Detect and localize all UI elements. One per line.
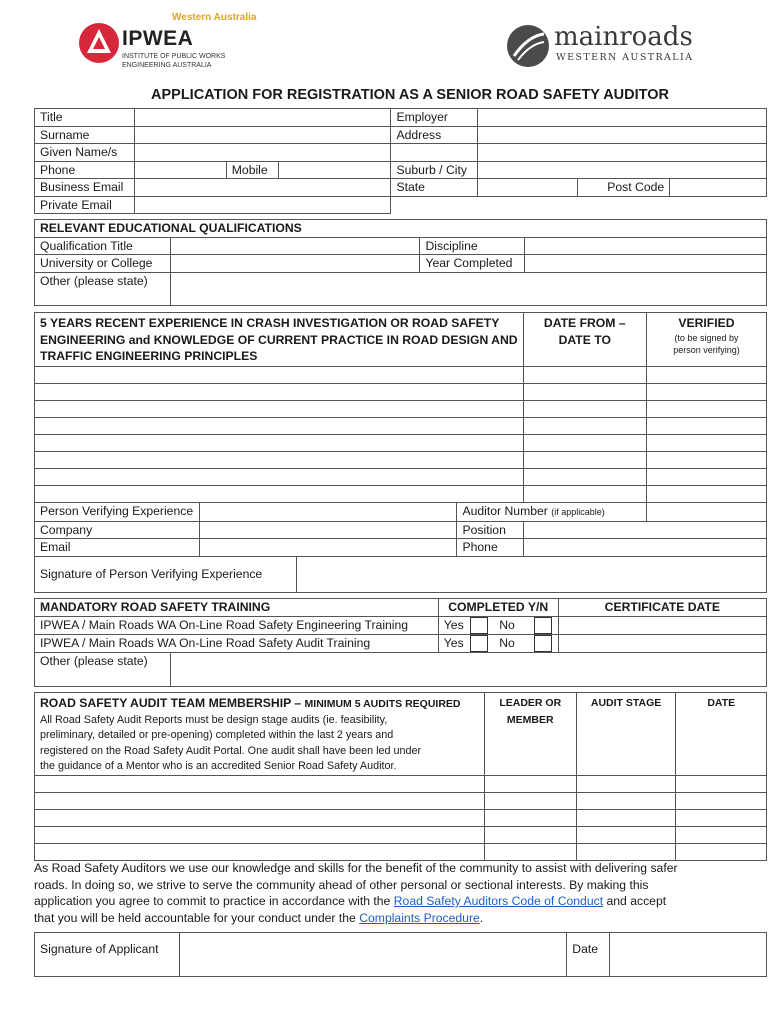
mainroads-name: mainroads xyxy=(554,22,693,52)
experience-date[interactable] xyxy=(523,367,646,384)
audit-role[interactable] xyxy=(484,826,576,843)
declaration-line-3a: application you agree to commit to practice in accordance with the xyxy=(34,894,394,908)
verified-note-1: (to be signed by xyxy=(674,332,739,343)
no-label: No xyxy=(494,634,534,652)
mobile-field[interactable] xyxy=(278,161,391,179)
audit-stage[interactable] xyxy=(576,826,676,843)
label-employer: Employer xyxy=(391,109,478,127)
label-surname: Surname xyxy=(35,126,135,144)
private-email-field[interactable] xyxy=(134,196,391,214)
yes-checkbox[interactable] xyxy=(470,635,488,652)
business-email-field[interactable] xyxy=(134,179,391,197)
experience-verified[interactable] xyxy=(646,452,766,469)
state-field[interactable] xyxy=(478,179,578,197)
audit-role[interactable] xyxy=(484,792,576,809)
label-postcode: Post Code xyxy=(578,179,670,197)
no-checkbox-cell xyxy=(534,616,558,634)
verifier-signature-field[interactable] xyxy=(297,556,767,592)
declaration xyxy=(34,860,767,926)
ipwea-logo xyxy=(78,12,263,74)
audit-stage[interactable] xyxy=(576,775,676,792)
experience-row[interactable] xyxy=(35,469,524,486)
experience-verified[interactable] xyxy=(646,367,766,384)
leader-member-header xyxy=(484,693,576,776)
other-training-field[interactable] xyxy=(170,653,766,687)
no-label: No xyxy=(494,616,534,634)
certificate-date-field[interactable] xyxy=(558,634,766,652)
ipwea-emblem-icon xyxy=(78,22,120,64)
certificate-header: CERTIFICATE DATE xyxy=(558,599,766,617)
declaration-line-4 xyxy=(34,910,767,927)
declaration-line-1: As Road Safety Auditors we use our knowledge and skills for the benefit of the community to assist with delivering safer xyxy=(34,861,678,875)
ipwea-sub2: ENGINEERING AUSTRALIA xyxy=(122,62,212,69)
experience-verified[interactable] xyxy=(646,469,766,486)
label-other-education: Other (please state) xyxy=(35,272,171,305)
experience-heading-line1: 5 YEARS RECENT EXPERIENCE IN CRASH INVESTIGATION OR ROAD SAFETY xyxy=(40,316,500,330)
date-to-label: DATE TO xyxy=(558,332,611,347)
given-names-field[interactable] xyxy=(134,144,391,162)
position-field[interactable] xyxy=(523,521,766,539)
experience-heading-line2: ENGINEERING and KNOWLEDGE OF CURRENT PRACTICE IN ROAD DESIGN AND xyxy=(40,332,518,347)
audit-row[interactable] xyxy=(35,809,485,826)
audit-date-header: DATE xyxy=(676,693,767,776)
label-auditor-number xyxy=(457,503,605,521)
audit-team-minimum: MINIMUM 5 AUDITS REQUIRED xyxy=(304,698,461,710)
audit-row[interactable] xyxy=(35,826,485,843)
label-verifier-phone: Phone xyxy=(457,539,523,557)
suburb-field[interactable] xyxy=(478,161,767,179)
label-other-training: Other (please state) xyxy=(35,653,171,687)
experience-verified[interactable] xyxy=(646,384,766,401)
audit-date[interactable] xyxy=(676,775,767,792)
postcode-field[interactable] xyxy=(670,179,767,197)
employer-field[interactable] xyxy=(478,109,767,127)
code-of-conduct-link[interactable]: Road Safety Auditors Code of Conduct xyxy=(393,894,604,908)
label-qualification: Qualification Title xyxy=(35,237,171,255)
qualification-field[interactable] xyxy=(170,237,420,255)
training-table xyxy=(34,598,767,687)
yes-label: Yes xyxy=(438,634,470,652)
date-from-label: DATE FROM – xyxy=(543,316,626,330)
experience-row[interactable] xyxy=(35,418,524,435)
experience-verified[interactable] xyxy=(646,486,766,503)
audit-row[interactable] xyxy=(35,843,485,860)
yes-label: Yes xyxy=(438,616,470,634)
experience-verified[interactable] xyxy=(646,401,766,418)
audit-role[interactable] xyxy=(484,809,576,826)
yes-checkbox-cell xyxy=(470,634,494,652)
mainroads-emblem-icon xyxy=(506,24,550,68)
experience-date[interactable] xyxy=(523,452,646,469)
declaration-line-3b: and accept xyxy=(603,894,667,908)
training-heading: MANDATORY ROAD SAFETY TRAINING xyxy=(35,599,439,617)
person-verifying-field[interactable] xyxy=(200,503,457,522)
audit-role[interactable] xyxy=(484,843,576,860)
audit-stage[interactable] xyxy=(576,843,676,860)
address-field-2[interactable] xyxy=(478,144,767,162)
label-person-verifying: Person Verifying Experience xyxy=(35,503,200,522)
auditor-number-cell xyxy=(457,503,646,522)
university-field[interactable] xyxy=(170,255,420,273)
label-state: State xyxy=(391,179,478,197)
experience-date[interactable] xyxy=(523,401,646,418)
signature-table xyxy=(34,932,767,977)
auditor-number-field[interactable] xyxy=(646,503,766,522)
date-from-to-header xyxy=(523,313,646,367)
label-university: University or College xyxy=(35,255,171,273)
label-private-email: Private Email xyxy=(35,196,135,214)
verifier-phone-field[interactable] xyxy=(523,539,766,557)
audit-date[interactable] xyxy=(676,792,767,809)
experience-heading-line3: TRAFFIC ENGINEERING PRINCIPLES xyxy=(40,349,258,363)
audit-date[interactable] xyxy=(676,826,767,843)
education-table xyxy=(34,219,767,306)
signature-date-field[interactable] xyxy=(610,933,767,977)
label-mobile: Mobile xyxy=(226,161,278,179)
personal-details-table xyxy=(34,108,767,214)
completed-header: COMPLETED Y/N xyxy=(438,599,558,617)
complaints-procedure-link[interactable]: Complaints Procedure xyxy=(359,910,480,925)
experience-row[interactable] xyxy=(35,367,524,384)
audit-team-body-1: All Road Safety Audit Reports must be design stage audits (ie. feasibility, xyxy=(40,713,388,726)
declaration-line-4a: that you will be held accountable for your conduct under the xyxy=(34,910,360,925)
surname-field[interactable] xyxy=(134,126,391,144)
experience-date[interactable] xyxy=(523,384,646,401)
experience-date[interactable] xyxy=(523,486,646,503)
title-field[interactable] xyxy=(134,109,391,127)
ipwea-region: Western Australia xyxy=(172,12,257,23)
yes-checkbox-cell xyxy=(470,616,494,634)
declaration-line-3 xyxy=(34,893,767,910)
ipwea-name: IPWEA xyxy=(122,27,194,50)
year-field[interactable] xyxy=(525,255,767,273)
verifier-email-field[interactable] xyxy=(200,539,457,557)
label-signature-date: Date xyxy=(567,933,610,977)
auditor-number-text: Auditor Number xyxy=(462,504,548,518)
audit-stage[interactable] xyxy=(576,792,676,809)
experience-row[interactable] xyxy=(35,384,524,401)
auditor-number-note: (if applicable) xyxy=(551,507,605,517)
label-phone: Phone xyxy=(35,161,135,179)
yes-checkbox[interactable] xyxy=(470,617,488,634)
experience-row[interactable] xyxy=(35,435,524,452)
experience-row[interactable] xyxy=(35,401,524,418)
label-verifier-signature: Signature of Person Verifying Experience xyxy=(35,556,297,592)
label-address: Address xyxy=(391,126,478,144)
label-given-names: Given Name/s xyxy=(35,144,135,162)
discipline-field[interactable] xyxy=(525,237,767,255)
audit-team-heading xyxy=(40,695,479,713)
address-cont xyxy=(391,144,478,162)
audit-row[interactable] xyxy=(35,775,485,792)
training-row-1: IPWEA / Main Roads WA On-Line Road Safety Engineering Training xyxy=(35,616,439,634)
address-field[interactable] xyxy=(478,126,767,144)
blank-cell xyxy=(391,196,767,214)
mainroads-sub: WESTERN AUSTRALIA xyxy=(556,52,694,63)
ipwea-sub1: INSTITUTE OF PUBLIC WORKS xyxy=(122,53,226,60)
audit-row[interactable] xyxy=(35,792,485,809)
experience-date[interactable] xyxy=(523,435,646,452)
audit-team-heading-cell xyxy=(35,693,485,776)
experience-verified[interactable] xyxy=(646,435,766,452)
training-row-2: IPWEA / Main Roads WA On-Line Road Safety Audit Training xyxy=(35,634,439,652)
audit-stage[interactable] xyxy=(576,809,676,826)
label-year: Year Completed xyxy=(420,255,525,273)
member-label: MEMBER xyxy=(506,713,554,726)
experience-heading xyxy=(35,313,524,367)
verified-label: VERIFIED xyxy=(678,316,735,330)
audit-team-heading-text: ROAD SAFETY AUDIT TEAM MEMBERSHIP – xyxy=(40,696,302,710)
experience-table xyxy=(34,312,767,593)
no-checkbox[interactable] xyxy=(534,635,552,652)
other-education-field[interactable] xyxy=(170,272,766,305)
label-position: Position xyxy=(457,521,523,539)
mainroads-logo xyxy=(506,22,706,72)
audit-team-body-3: registered on the Road Safety Audit Portal. One audit shall have been led under xyxy=(40,744,422,757)
audit-team-body-2: preliminary, detailed or pre-opening) completed within the last 2 years and xyxy=(40,729,394,741)
experience-row[interactable] xyxy=(35,452,524,469)
label-suburb: Suburb / City xyxy=(391,161,478,179)
label-business-email: Business Email xyxy=(35,179,135,197)
experience-date[interactable] xyxy=(523,418,646,435)
education-heading: RELEVANT EDUCATIONAL QUALIFICATIONS xyxy=(35,220,767,238)
verified-header xyxy=(646,313,766,367)
label-email: Email xyxy=(35,539,200,557)
experience-verified[interactable] xyxy=(646,418,766,435)
audit-role[interactable] xyxy=(484,775,576,792)
company-field[interactable] xyxy=(200,521,457,539)
certificate-date-field[interactable] xyxy=(558,616,766,634)
verified-note-2: person verifying) xyxy=(673,344,740,355)
phone-field[interactable] xyxy=(134,161,226,179)
no-checkbox[interactable] xyxy=(534,617,552,634)
audit-team-table xyxy=(34,692,767,861)
declaration-line-2: roads. In doing so, we strive to serve the community ahead of other personal or sectional interests. By making this xyxy=(34,877,649,892)
no-checkbox-cell xyxy=(534,634,558,652)
applicant-signature-field[interactable] xyxy=(179,933,566,977)
experience-date[interactable] xyxy=(523,469,646,486)
audit-stage-header: AUDIT STAGE xyxy=(576,693,676,776)
experience-row[interactable] xyxy=(35,486,524,503)
declaration-line-4b: . xyxy=(479,910,484,925)
leader-label: LEADER OR xyxy=(499,697,562,709)
label-company: Company xyxy=(35,521,200,539)
audit-team-body-4: the guidance of a Mentor who is an accredited Senior Road Safety Auditor. xyxy=(40,760,397,772)
label-title: Title xyxy=(35,109,135,127)
page-title: APPLICATION FOR REGISTRATION AS A SENIOR ROAD SAFETY AUDITOR xyxy=(151,87,669,103)
audit-date[interactable] xyxy=(676,843,767,860)
label-discipline: Discipline xyxy=(420,237,525,255)
audit-date[interactable] xyxy=(676,809,767,826)
label-applicant-signature: Signature of Applicant xyxy=(35,933,180,977)
